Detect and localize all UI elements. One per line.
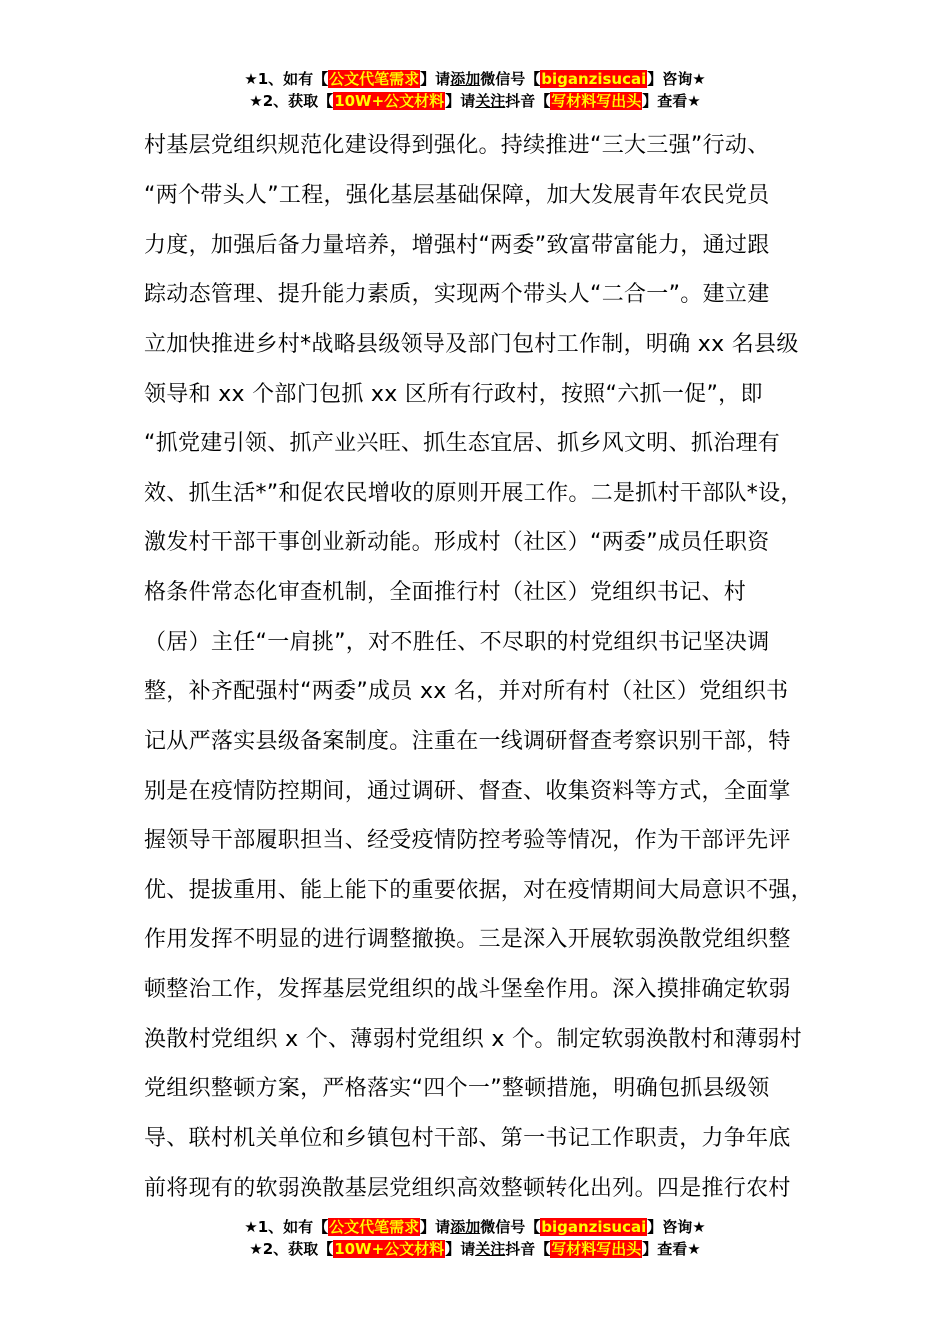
banner-text: 】请 [445,92,476,110]
body-line: “两个带头人”工程，强化基层基础保障，加大发展青年农民党员 [144,183,770,208]
body-line: 力度，加强后备力量培养，增强村“两委”致富带富能力，通过跟 [144,233,770,258]
banner-text: 微信号【 [480,1218,541,1236]
banner-text: 】请 [445,1240,476,1258]
body-line: 优、提拔重用、能上能下的重要依据，对在疫情期间大局意识不强， [144,878,814,903]
body-line: 别是在疫情防控期间，通过调研、督查、收集资料等方式，全面掌 [144,779,791,804]
banner-underlined-text: 添加 [450,1218,481,1236]
banner-highlight: biganzisucai [541,70,647,88]
body-line: 记从严落实县级备案制度。注重在一线调研督查考察识别干部，特 [144,729,791,754]
banner-text: ★2、获取【 [249,92,334,110]
banner-text: ★1、如有【 [244,1218,329,1236]
body-line: 激发村干部干事创业新动能。形成村（社区）“两委”成员任职资 [144,530,770,555]
banner-highlight: 公文代笔需求 [329,70,420,88]
banner-underlined-text: 关注 [475,92,506,110]
banner-highlight: biganzisucai [541,1218,647,1236]
body-line: 作用发挥不明显的进行调整撤换。三是深入开展软弱涣散党组织整 [144,927,791,952]
banner-highlight: 10W+公文材料 [334,1240,445,1258]
body-line: 效、抓生活*”和促农民增收的原则开展工作。二是抓村干部队*设， [144,481,803,506]
footer-banner [0,1216,950,1260]
banner-text: 抖音【 [505,1240,551,1258]
banner-line-2 [0,90,950,112]
banner-highlight: 写材料写出头 [551,1240,642,1258]
body-line: 前将现有的软弱涣散基层党组织高效整顿转化出列。四是推行农村 [144,1176,791,1201]
banner-text: 】查看★ [642,1240,701,1258]
body-line: 立加快推进乡村*战略县级领导及部门包村工作制，明确 xx 名县级 [144,332,799,357]
banner-highlight: 写材料写出头 [551,92,642,110]
banner-underlined-text: 关注 [475,1240,506,1258]
body-line: 党组织整顿方案，严格落实“四个一”整顿措施，明确包抓县级领 [144,1076,770,1101]
banner-line-1 [0,1216,950,1238]
body-line: 导、联村机关单位和乡镇包村干部、第一书记工作职责，力争年底 [144,1126,791,1151]
body-line: 领导和 xx 个部门包抓 xx 区所有行政村，按照“六抓一促”，即 [144,382,763,407]
body-line: 握领导干部履职担当、经受疫情防控考验等情况，作为干部评先评 [144,828,791,853]
banner-line-2 [0,1238,950,1260]
banner-text: 微信号【 [480,70,541,88]
banner-underlined-text: 添加 [450,70,481,88]
banner-highlight: 公文代笔需求 [329,1218,420,1236]
body-line: “抓党建引领、抓产业兴旺、抓生态宜居、抓乡风文明、抓治理有 [144,431,781,456]
body-line: 整，补齐配强村“两委”成员 xx 名，并对所有村（社区）党组织书 [144,679,789,704]
body-line: 村基层党组织规范化建设得到强化。持续推进“三大三强”行动、 [144,133,770,158]
banner-text: ★1、如有【 [244,70,329,88]
banner-text: ★2、获取【 [249,1240,334,1258]
body-line: 格条件常态化审查机制，全面推行村（社区）党组织书记、村 [144,580,747,605]
header-banner [0,68,950,112]
banner-text: 】查看★ [642,92,701,110]
banner-text: 】咨询★ [647,70,706,88]
banner-text: 】咨询★ [647,1218,706,1236]
body-line: 涣散村党组织 x 个、薄弱村党组织 x 个。制定软弱涣散村和薄弱村 [144,1027,802,1052]
body-line: 踪动态管理、提升能力素质，实现两个带头人“二合一”。建立建 [144,282,770,307]
body-line: （居）主任“一肩挑”，对不胜任、不尽职的村党组织书记坚决调 [144,630,770,655]
banner-text: 抖音【 [505,92,551,110]
banner-line-1 [0,68,950,90]
body-line: 顿整治工作，发挥基层党组织的战斗堡垒作用。深入摸排确定软弱 [144,977,791,1002]
banner-highlight: 10W+公文材料 [334,92,445,110]
banner-text: 】请 [420,70,451,88]
banner-text: 】请 [420,1218,451,1236]
